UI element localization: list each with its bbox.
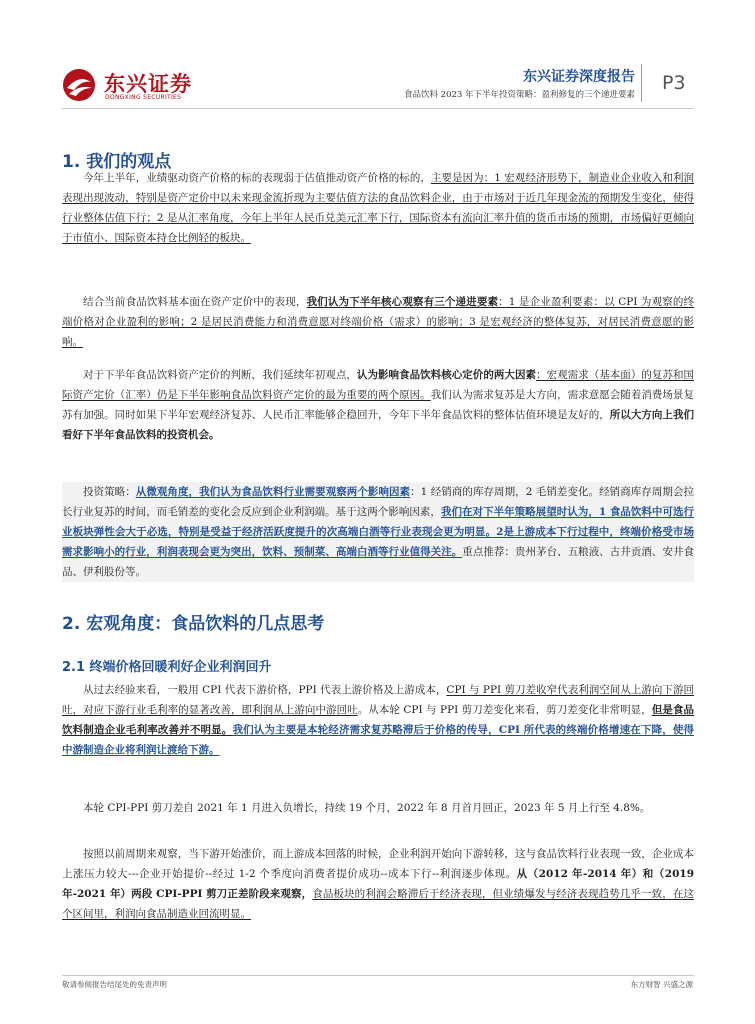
text-run-bold-blue: 我们在对下半年策略展望时认为，1 食品饮料中可选行业板块弹性会大于必选，特别是受益于经济活跃度提升的次高端白酒等行业表现会更为明显。2是上游成本下行过程中，终端价格受市场需求影响小的行业，利润表现会更为突出，饮料、预制菜、高端白酒等行业值得关注。 [62, 506, 694, 558]
text-run: 对于下半年食品饮料资产定价的判断，我们延续年初观点， [83, 369, 357, 381]
footer-slogan: 东方财智 兴盛之源 [630, 980, 693, 989]
text-run: 结合当前食品饮料基本面在资产定价中的表现， [83, 296, 307, 308]
text-run: 。从本轮 CPI 与 PPI 剪刀差变化来看，剪刀差变化非常明显， [357, 704, 652, 716]
paragraph-valuation-judgement [62, 365, 694, 445]
footer-disclaimer: 敬请参阅报告结尾处的免责声明 [62, 980, 167, 989]
text-run: 今年上半年，业绩驱动资产价格的标的表现弱于估值推动资产价格的标的， [83, 172, 431, 184]
subsection-title-2-1: 2.1 终端价格回暖利好企业利润回升 [62, 660, 272, 675]
paragraph-cpi-ppi [62, 680, 694, 760]
section-title-2: 2. 宏观角度：食品饮料的几点思考 [62, 614, 325, 634]
text-run-bold-blue: 从微观角度，我们认为食品饮料行业需要观察两个影响因素 [135, 486, 411, 498]
section-title-1: 1. 我们的观点 [62, 152, 172, 172]
header-rule [62, 108, 694, 109]
text-run: 重点推荐：贵州茅台、五粮液、古井贡酒、安井食品、伊利股份等。 [62, 546, 695, 578]
text-run-bold: 我们认为下半年核心观察有三个递进要素 [306, 296, 499, 308]
text-run-underline: 食品板块的利润会略滞后于经济表现，但业绩爆发与经济表现趋势几乎一致，在这个区间里，利润向食品制造业回流明显。 [62, 888, 694, 920]
text-run-underline: CPI 与 PPI 剪刀差收窄代表利润空间从上游向下游回吐，对应下游行业毛利率的显著改善，即利润从上游向中游回吐 [62, 684, 694, 716]
paragraph-core-factors [62, 292, 694, 352]
text-run: 按照以前周期来观察，当下游开始涨价，而上游成本回落的时候，企业利润开始向下游转移，这与食品饮料行业表现一致，企业成本上涨压力较大---企业开始提价--经过 1-2 个季度向消费者提价成功--成本下行--利润逐步体现。 [62, 848, 694, 880]
text-run-bold: 从（2012 年-2014 年）和（2019 年-2021 年）两段 CPI-PPI 剪刀正差阶段来观察， [62, 868, 695, 900]
text-run: 我们认为需求复苏是大方向，需求意愿会随着消费场景复苏有加强。同时如果下半年宏观经济复苏、人民币汇率能够企稳回升，今年下半年食品饮料的整体估值环境是友好的， [62, 389, 695, 421]
report-subtitle: 食品饮料 2023 年下半年投资策略：盈利修复的三个递进要素 [403, 90, 635, 100]
text-run: ：1 经销商的库存周期，2 毛销差变化。经销商库存周期会拉长行业复苏的时间，而毛销差的变化会反应到企业利润端。基于这两个影响因素， [62, 486, 695, 518]
paragraph-investment-strategy [62, 482, 694, 582]
page-header [0, 0, 755, 112]
paragraph-market-review [62, 168, 694, 248]
footer-rule [62, 975, 694, 976]
text-run-bold: 认为影响食品饮料核心定价的两大因素 [356, 369, 537, 381]
paragraph-cycle-review [62, 844, 694, 924]
text-run-underline: 主要是因为：1 宏观经济形势下，制造业企业收入和利润表现出现波动，特别是资产定价中以未来现金流折现为主要估值方法的食品饮料企业，由于市场对于近几年现金流的预期发生变化，使得行业整体估值下行；2 是从汇率角度，今年上半年人民币兑美元汇率下行，国际资本有流向汇率升值的货币市场的预期，市场偏好更倾向于市值小、国际资本持仓比例轻的板块。 [62, 172, 694, 244]
text-run-bold-blue: 我们认为主要是本轮经济需求复苏略滞后于价格的传导，CPI 所代表的终端价格增速在下降，使得中游制造企业将利润让渡给下游。 [62, 724, 694, 756]
logo-text-en: DONGXING SECURITIES [105, 94, 182, 101]
text-run-underline: ：1 是企业盈利要素：以 CPI 为观察的终端价格对企业盈利的影响；2 是居民消费能力和消费意愿对终端价格（需求）的影响；3 是宏观经济的整体复苏，对居民消费意愿的影响。 [62, 296, 695, 348]
text-run: 投资策略： [83, 486, 136, 498]
report-type: 东兴证券深度报告 [523, 69, 635, 85]
text-run-bold: 但是食品饮料制造企业毛利率改善并不明显。 [62, 704, 694, 736]
dongxing-logo-icon [62, 68, 96, 102]
text-run-underline: ：宏观需求（基本面）的复苏和国际资产定价（汇率）仍是下半年影响食品饮料资产定价的最为重要的两个原因。 [62, 369, 695, 401]
company-logo [62, 66, 262, 106]
paragraph-scissors-gap: 本轮 CPI-PPI 剪刀差自 2021 年 1 月进入负增长，持续 19 个月，2022 年 8 月首月回正，2023 年 5 月上行至 4.8%。 [83, 802, 651, 814]
text-run: 从过去经验来看，一般用 CPI 代表下游价格，PPI 代表上游价格及上游成本， [83, 684, 447, 696]
header-divider [641, 64, 642, 102]
page-number: P3 [662, 72, 686, 94]
text-run-bold: 所以大方向上我们看好下半年食品饮料的投资机会。 [62, 409, 695, 441]
logo-text-cn: 东兴证券 [104, 72, 192, 96]
